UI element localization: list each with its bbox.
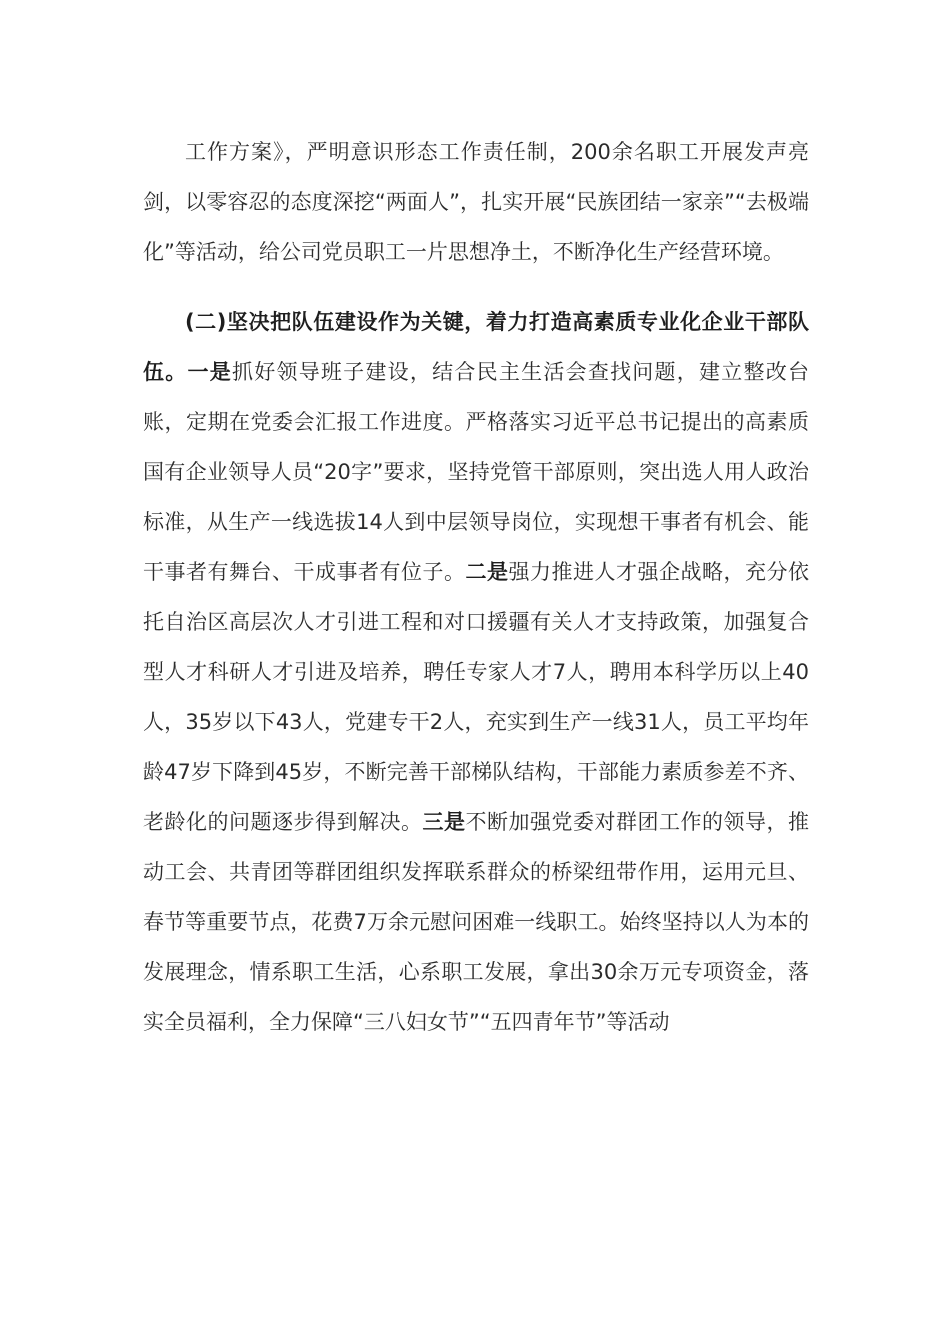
paragraph-ideology-work (143, 127, 809, 277)
point-one-text: 抓好领导班子建设，结合民主生活会查找问题，建立整改台账，定期在党委会汇报工作进度。严格落实习近平总书记提出的高素质国有企业领导人员“20字”要求，坚持党管干部原则，突出选人用人政治标准，从生产一线选拔14人到中层领导岗位，实现想干事者有机会、能干事者有舞台、干成事者有位子。 (143, 360, 810, 584)
paragraph-text: 工作方案》，严明意识形态工作责任制，200余名职工开展发声亮剑，以零容忍的态度深挖“两面人”，扎实开展“民族团结一家亲”“去极端化”等活动，给公司党员职工一片思想净土，不断净化生产经营环境。 (143, 140, 809, 264)
point-two-label: 二是 (465, 560, 509, 584)
point-one-label: 一是 (187, 360, 232, 384)
document-body (143, 127, 809, 1047)
point-two-text: 强力推进人才强企战略，充分依托自治区高层次人才引进工程和对口援疆有关人才支持政策，加强复合型人才科研人才引进及培养，聘任专家人才7人，聘用本科学历以上40人，35岁以下43人，党建专干2人，充实到生产一线31人，员工平均年龄47岁下降到45岁，不断完善干部梯队结构，干部能力素质参差不齐、老龄化的问题逐步得到解决。 (143, 560, 809, 834)
point-three-text: 不断加强党委对群团工作的领导，推动工会、共青团等群团组织发挥联系群众的桥梁纽带作用，运用元旦、春节等重要节点，花费7万余元慰问困难一线职工。始终坚持以人为本的发展理念，情系职工生活，心系职工发展，拿出30余万元专项资金，落实全员福利，全力保障“三八妇女节”“五四青年节”等活动 (143, 810, 809, 1034)
point-three-label: 三是 (422, 810, 466, 834)
section-heading: (二)坚决把队伍建设作为关键，着力打造高素质专业化企业干部队伍。 (143, 310, 809, 384)
paragraph-team-building (143, 297, 809, 1047)
